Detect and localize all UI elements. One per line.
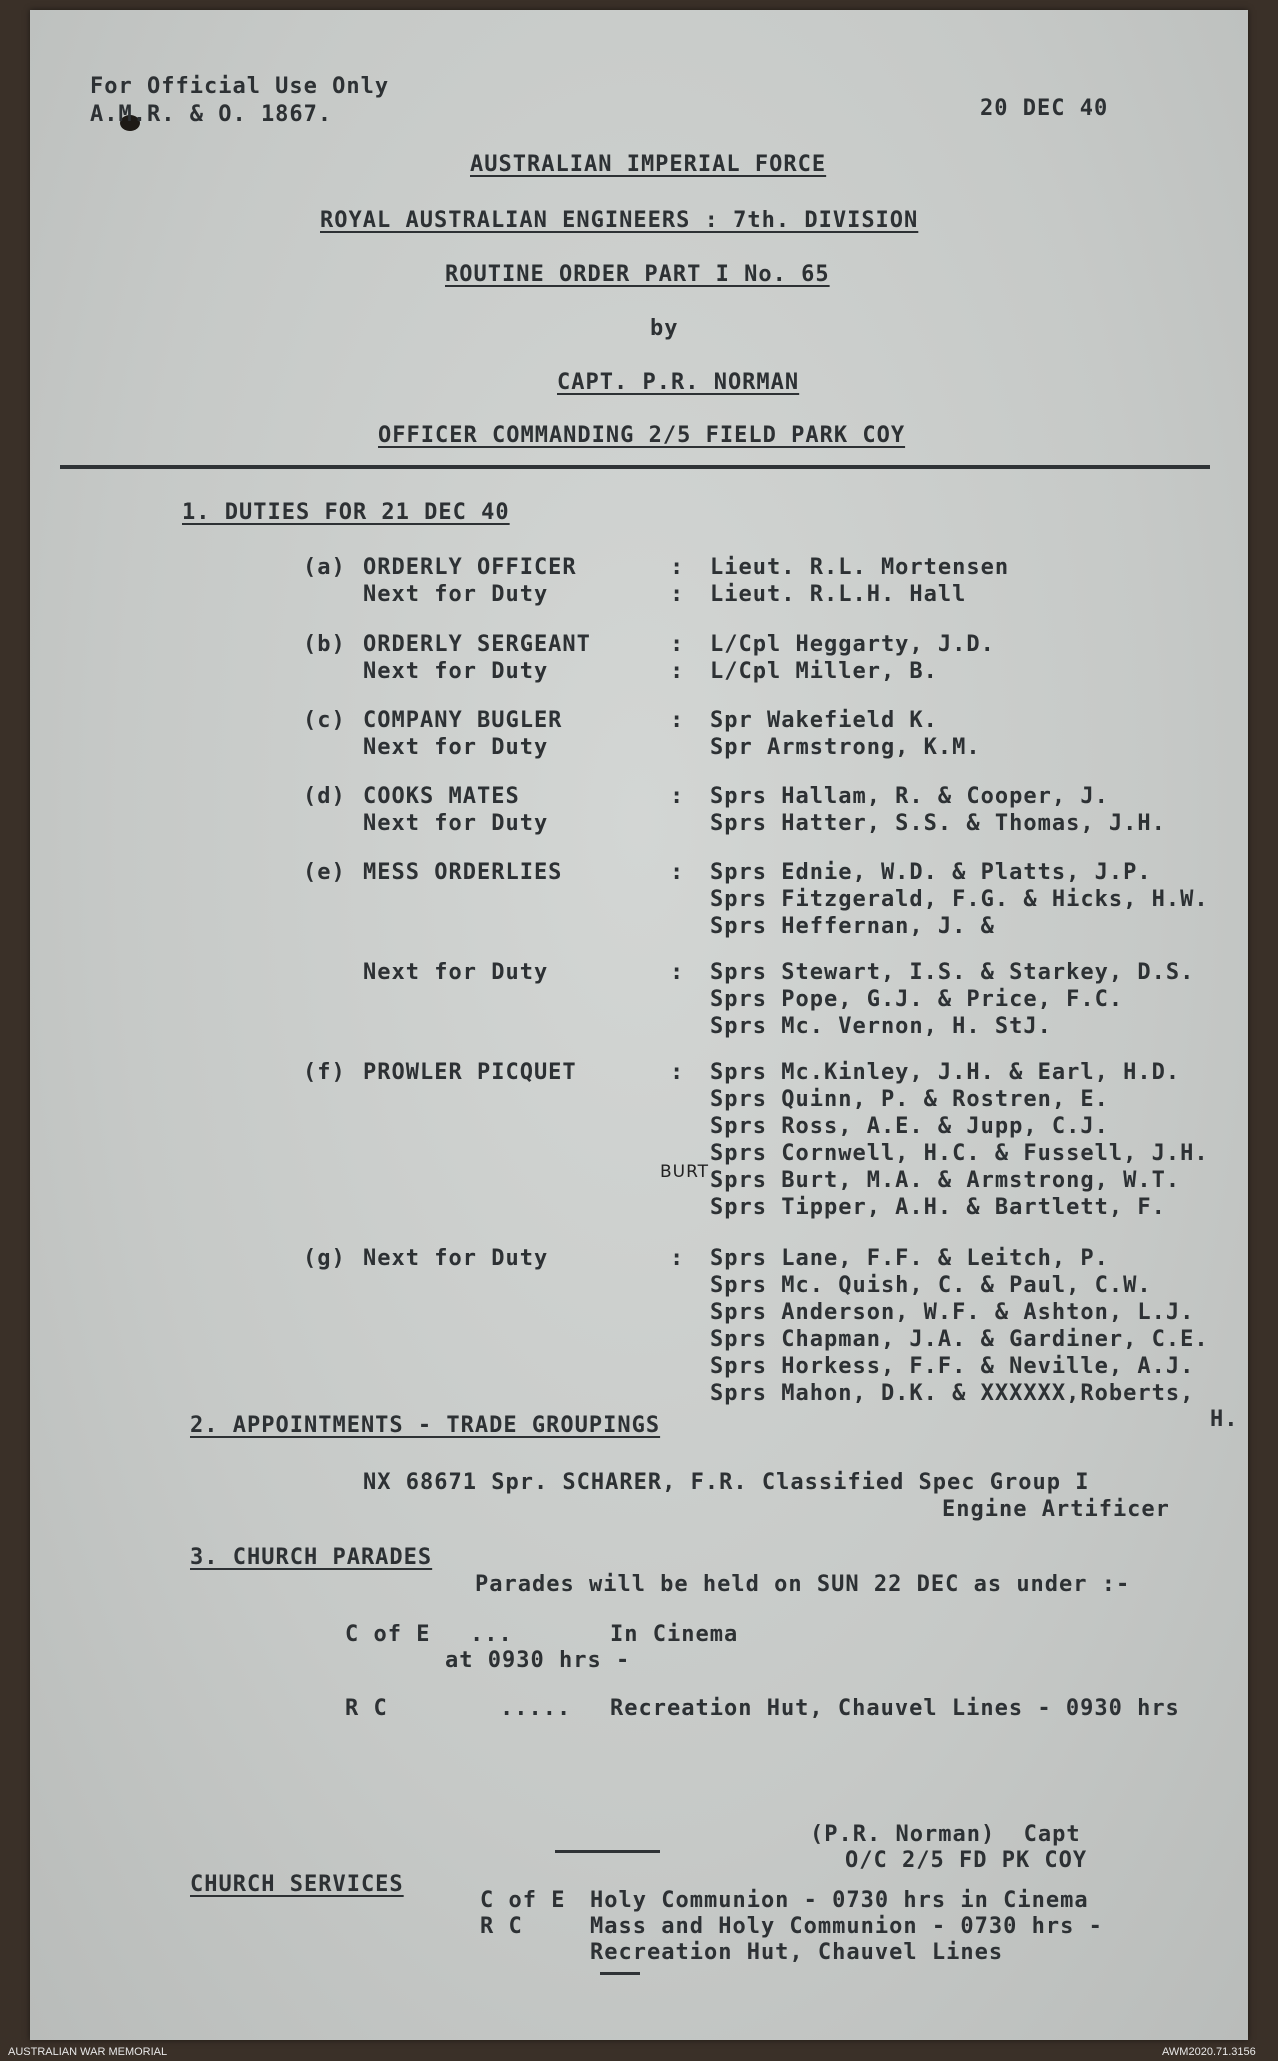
duty-names: Sprs Tipper, A.H. & Bartlett, F.: [710, 1195, 1166, 1220]
duty-names: Sprs Chapman, J.A. & Gardiner, C.E.: [710, 1327, 1209, 1352]
signature-divider: [555, 1850, 660, 1853]
parade-rc-label: R C: [345, 1696, 388, 1721]
title-routine-order: ROUTINE ORDER PART I No. 65: [445, 262, 830, 287]
duty-letter: (a): [303, 555, 346, 580]
service-rc-text: Mass and Holy Communion - 0730 hrs -: [590, 1914, 1103, 1939]
duty-colon: :: [670, 1246, 685, 1271]
duty-names: Sprs Pope, G.J. & Price, F.C.: [710, 987, 1124, 1012]
service-rc-label: R C: [480, 1914, 523, 1939]
parades-intro: Parades will be held on SUN 22 DEC as under :-: [475, 1572, 1131, 1597]
duty-names: Sprs Stewart, I.S. & Starkey, D.S.: [710, 960, 1195, 985]
signature-name: (P.R. Norman) Capt: [810, 1822, 1081, 1847]
duty-names: L/Cpl Miller, B.: [710, 659, 938, 684]
duty-role: ORDERLY SERGEANT: [363, 632, 591, 657]
duty-names: Sprs Mc. Vernon, H. StJ.: [710, 1014, 1052, 1039]
duty-names: Spr Armstrong, K.M.: [710, 735, 981, 760]
duty-colon: :: [670, 784, 685, 809]
duty-colon: :: [670, 659, 685, 684]
duty-role: COMPANY BUGLER: [363, 708, 563, 733]
duty-names: Spr Wakefield K.: [710, 708, 938, 733]
handwritten-correction: BURT: [660, 1162, 710, 1182]
duty-names: Sprs Horkess, F.F. & Neville, A.J.: [710, 1354, 1195, 1379]
duty-letter: (d): [303, 784, 346, 809]
title-by: by: [650, 316, 679, 341]
parade-rc-dots: .....: [500, 1696, 572, 1721]
parade-cofe-time: at 0930 hrs -: [445, 1648, 631, 1673]
parade-rc-place: Recreation Hut, Chauvel Lines - 0930 hrs: [610, 1696, 1180, 1721]
official-use-line-1: For Official Use Only: [90, 74, 390, 99]
duty-role: PROWLER PICQUET: [363, 1060, 577, 1085]
title-command-unit: OFFICER COMMANDING 2/5 FIELD PARK COY: [378, 423, 906, 448]
duty-role: Next for Duty: [363, 659, 549, 684]
duty-role: ORDERLY OFFICER: [363, 555, 577, 580]
appointment-trade: Engine Artificer: [942, 1497, 1170, 1522]
duty-names: Sprs Mc.Kinley, J.H. & Earl, H.D.: [710, 1060, 1181, 1085]
signature-unit: O/C 2/5 FD PK COY: [845, 1848, 1088, 1873]
duty-names: Sprs Heffernan, J. &: [710, 914, 995, 939]
title-division: ROYAL AUSTRALIAN ENGINEERS : 7th. DIVISION: [320, 208, 919, 233]
section2-heading: 2. APPOINTMENTS - TRADE GROUPINGS: [190, 1413, 661, 1438]
duty-names: Sprs Hatter, S.S. & Thomas, J.H.: [710, 811, 1166, 836]
duty-names: Lieut. R.L. Mortensen: [710, 555, 1010, 580]
duty-names: Sprs Fitzgerald, F.G. & Hicks, H.W.: [710, 887, 1209, 912]
closing-mark: [600, 1972, 640, 1975]
duty-role: Next for Duty: [363, 735, 549, 760]
duty-names: Sprs Mahon, D.K. & XXXXXX,Roberts,: [710, 1381, 1195, 1406]
parade-cofe-label: C of E: [345, 1622, 431, 1647]
parade-cofe-place: In Cinema: [610, 1622, 739, 1647]
duty-names: Lieut. R.L.H. Hall: [710, 582, 967, 607]
duty-role: Next for Duty: [363, 960, 549, 985]
duty-role: Next for Duty: [363, 582, 549, 607]
duty-role: COOKS MATES: [363, 784, 520, 809]
appointment-line: NX 68671 Spr. SCHARER, F.R. Classified Spec Group I: [363, 1470, 1090, 1495]
church-services-heading: CHURCH SERVICES: [190, 1872, 404, 1897]
duty-names: Sprs Anderson, W.F. & Ashton, L.J.: [710, 1300, 1195, 1325]
duty-role: Next for Duty: [363, 811, 549, 836]
duty-names: Sprs Mc. Quish, C. & Paul, C.W.: [710, 1273, 1152, 1298]
document-sheet: [30, 10, 1248, 2040]
footer-left: AUSTRALIAN WAR MEMORIAL: [8, 2046, 168, 2058]
title-force: AUSTRALIAN IMPERIAL FORCE: [470, 152, 827, 177]
service-rc-text-2: Recreation Hut, Chauvel Lines: [590, 1940, 1004, 1965]
duty-names: Sprs Lane, F.F. & Leitch, P.: [710, 1246, 1109, 1271]
duty-letter: (b): [303, 632, 346, 657]
duty-letter: (g): [303, 1246, 346, 1271]
duty-letter: (e): [303, 860, 346, 885]
service-cofe-text: Holy Communion - 0730 hrs in Cinema: [590, 1888, 1089, 1913]
document-date: 20 DEC 40: [980, 96, 1109, 121]
section3-heading: 3. CHURCH PARADES: [190, 1545, 433, 1570]
duty-role: Next for Duty: [363, 1246, 549, 1271]
duty-names: Sprs Cornwell, H.C. & Fussell, J.H.: [710, 1141, 1209, 1166]
duty-colon: :: [670, 1060, 685, 1085]
section1-heading: 1. DUTIES FOR 21 DEC 40: [182, 500, 510, 525]
duty-names: Sprs Burt, M.A. & Armstrong, W.T.: [710, 1168, 1181, 1193]
duty-colon: :: [670, 860, 685, 885]
parade-cofe-dots: ...: [470, 1622, 513, 1647]
title-commander: CAPT. P.R. NORMAN: [557, 370, 800, 395]
duty-names: Sprs Hallam, R. & Cooper, J.: [710, 784, 1109, 809]
duty-colon: :: [670, 632, 685, 657]
duty-colon: :: [670, 555, 685, 580]
duty-names: Sprs Ednie, W.D. & Platts, J.P.: [710, 860, 1152, 885]
duty-names: Sprs Quinn, P. & Rostren, E.: [710, 1087, 1109, 1112]
duty-colon: :: [670, 960, 685, 985]
header-divider: [60, 465, 1210, 469]
duty-names: Sprs Ross, A.E. & Jupp, C.J.: [710, 1114, 1109, 1139]
duty-names: H.: [1210, 1407, 1239, 1432]
footer-right: AWM2020.71.3156: [1162, 2046, 1256, 2058]
official-use-line-2: A.M.R. & O. 1867.: [90, 102, 333, 127]
duty-role: MESS ORDERLIES: [363, 860, 563, 885]
duty-letter: (c): [303, 708, 346, 733]
duty-colon: :: [670, 582, 685, 607]
duty-letter: (f): [303, 1060, 346, 1085]
service-cofe-label: C of E: [480, 1888, 566, 1913]
duty-colon: :: [670, 708, 685, 733]
duty-names: L/Cpl Heggarty, J.D.: [710, 632, 995, 657]
